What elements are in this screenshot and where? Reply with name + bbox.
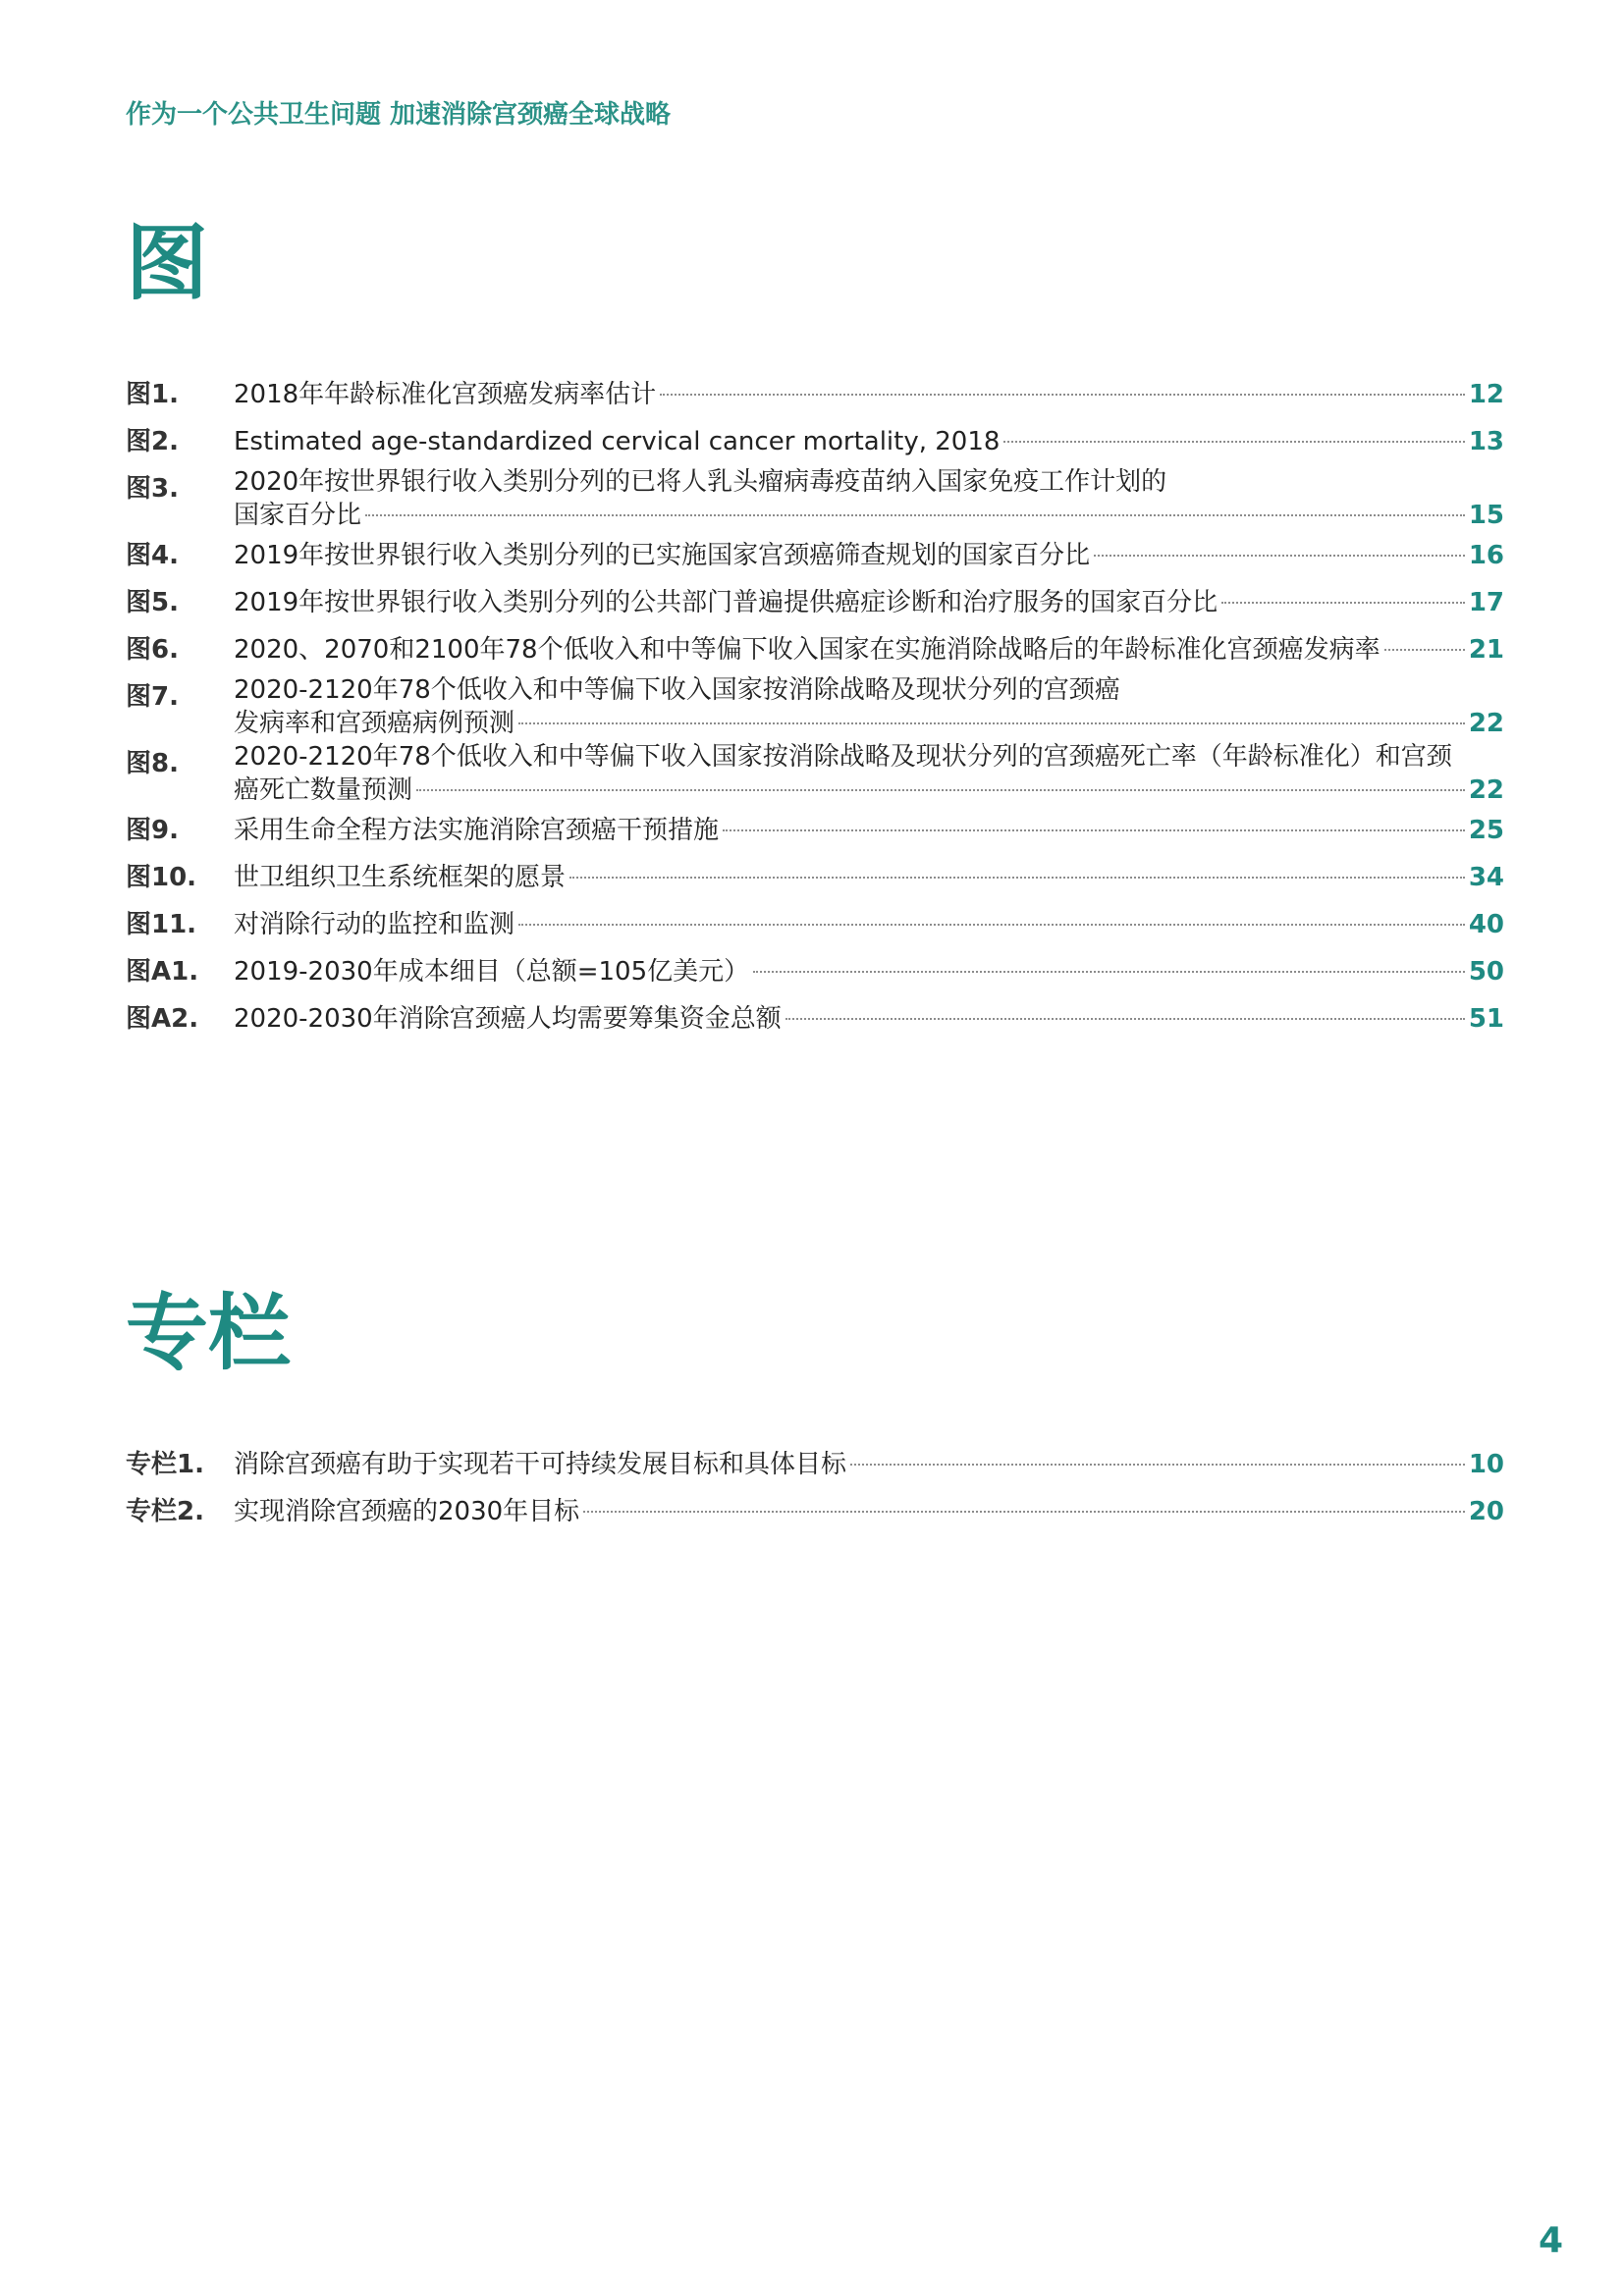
dot-leader [1221, 602, 1465, 604]
toc-entry-page[interactable]: 13 [1468, 427, 1504, 456]
toc-entry-number: 图1. [126, 380, 179, 409]
dot-leader [1384, 649, 1465, 651]
toc-entry-title: 癌死亡数量预测 [234, 775, 413, 805]
dot-leader [660, 394, 1465, 396]
toc-entry-title: 2020-2030年消除宫颈癌人均需要筹集资金总额 [234, 1004, 782, 1034]
dot-leader [723, 829, 1465, 831]
toc-entry-page[interactable]: 34 [1468, 863, 1504, 892]
toc-entry-title: 2020-2120年78个低收入和中等偏下收入国家按消除战略及现状分列的宫颈癌 [234, 675, 1120, 705]
dot-leader [1094, 555, 1465, 557]
toc-entry-page[interactable]: 21 [1468, 635, 1504, 665]
figures-heading: 图 [126, 215, 209, 311]
toc-entry[interactable] [126, 901, 1504, 948]
toc-entry-number: 图5. [126, 588, 179, 617]
toc-entry[interactable] [126, 579, 1504, 626]
toc-entry-number: 专栏2. [126, 1497, 204, 1526]
toc-entry-number: 图9. [126, 816, 179, 845]
toc-entry-title: 2020、2070和2100年78个低收入和中等偏下收入国家在实施消除战略后的年龄标准化宫颈癌发病率 [234, 635, 1380, 665]
toc-entry[interactable] [126, 532, 1504, 579]
toc-entry[interactable] [126, 948, 1504, 995]
toc-entry-title: 2020-2120年78个低收入和中等偏下收入国家按消除战略及现状分列的宫颈癌死亡率（年龄标准化）和宫颈 [234, 742, 1452, 772]
toc-entry-title: 采用生命全程方法实施消除宫颈癌干预措施 [234, 816, 720, 845]
toc-entry-title: 国家百分比 [234, 501, 362, 530]
dot-leader [569, 877, 1465, 879]
toc-entry[interactable] [126, 1488, 1504, 1535]
toc-entry[interactable] [126, 854, 1504, 901]
toc-entry-title: 2020年按世界银行收入类别分列的已将人乳头瘤病毒疫苗纳入国家免疫工作计划的 [234, 467, 1167, 497]
toc-entry[interactable] [126, 418, 1504, 465]
toc-entry-page[interactable]: 22 [1468, 709, 1504, 738]
toc-entry-title: 消除宫颈癌有助于实现若干可持续发展目标和具体目标 [234, 1450, 847, 1479]
running-header: 作为一个公共卫生问题 加速消除宫颈癌全球战略 [126, 100, 672, 130]
toc-entry-page[interactable]: 16 [1468, 541, 1504, 570]
toc-entry-page[interactable]: 51 [1468, 1004, 1504, 1034]
toc-entry[interactable] [126, 807, 1504, 854]
figures-list [126, 371, 1504, 1042]
dot-leader [518, 722, 1465, 724]
toc-entry-title: 发病率和宫颈癌病例预测 [234, 709, 515, 738]
dot-leader [753, 971, 1465, 973]
toc-entry[interactable] [126, 626, 1504, 673]
toc-entry-number: 图A2. [126, 1004, 199, 1034]
toc-entry-title: 2018年年龄标准化宫颈癌发病率估计 [234, 380, 657, 409]
toc-entry-page[interactable]: 50 [1468, 957, 1504, 987]
toc-entry[interactable] [126, 371, 1504, 418]
dot-leader [850, 1464, 1465, 1466]
toc-entry-page[interactable]: 40 [1468, 910, 1504, 939]
dot-leader [785, 1018, 1465, 1020]
dot-leader [365, 514, 1465, 516]
toc-entry-title: 2019年按世界银行收入类别分列的公共部门普遍提供癌症诊断和治疗服务的国家百分比 [234, 588, 1218, 617]
toc-entry-title: 2019-2030年成本细目（总额=105亿美元） [234, 957, 750, 987]
toc-entry-number: 专栏1. [126, 1450, 204, 1479]
toc-entry-title: Estimated age-standardized cervical cancer mortality, 2018 [234, 427, 1001, 456]
toc-entry-page[interactable]: 10 [1468, 1450, 1504, 1479]
toc-entry-page[interactable]: 20 [1468, 1497, 1504, 1526]
toc-entry-number: 图11. [126, 910, 197, 939]
toc-entry[interactable] [126, 673, 1504, 740]
toc-entry-page[interactable]: 15 [1468, 501, 1504, 530]
toc-entry-page[interactable]: 25 [1468, 816, 1504, 845]
toc-entry-number: 图8. [126, 749, 179, 778]
boxes-heading: 专栏 [126, 1285, 292, 1381]
dot-leader [416, 789, 1465, 791]
toc-entry-number: 图4. [126, 541, 179, 570]
toc-entry-title: 实现消除宫颈癌的2030年目标 [234, 1497, 580, 1526]
toc-entry-number: 图7. [126, 682, 179, 712]
toc-entry[interactable] [126, 995, 1504, 1042]
toc-entry-number: 图6. [126, 635, 179, 665]
toc-entry[interactable] [126, 465, 1504, 532]
page-number: 4 [1538, 2220, 1563, 2261]
dot-leader [518, 924, 1465, 926]
toc-entry-title: 2019年按世界银行收入类别分列的已实施国家宫颈癌筛查规划的国家百分比 [234, 541, 1091, 570]
boxes-list [126, 1441, 1504, 1535]
toc-entry-number: 图3. [126, 474, 179, 504]
toc-entry-title: 对消除行动的监控和监测 [234, 910, 515, 939]
toc-entry-page[interactable]: 22 [1468, 775, 1504, 805]
toc-entry[interactable] [126, 740, 1504, 807]
toc-entry-number: 图A1. [126, 957, 199, 987]
toc-entry-number: 图2. [126, 427, 179, 456]
toc-entry-page[interactable]: 17 [1468, 588, 1504, 617]
dot-leader [583, 1511, 1465, 1513]
toc-entry-title: 世卫组织卫生系统框架的愿景 [234, 863, 567, 892]
dot-leader [1003, 441, 1464, 443]
toc-entry-number: 图10. [126, 863, 197, 892]
toc-entry-page[interactable]: 12 [1468, 380, 1504, 409]
toc-entry[interactable] [126, 1441, 1504, 1488]
